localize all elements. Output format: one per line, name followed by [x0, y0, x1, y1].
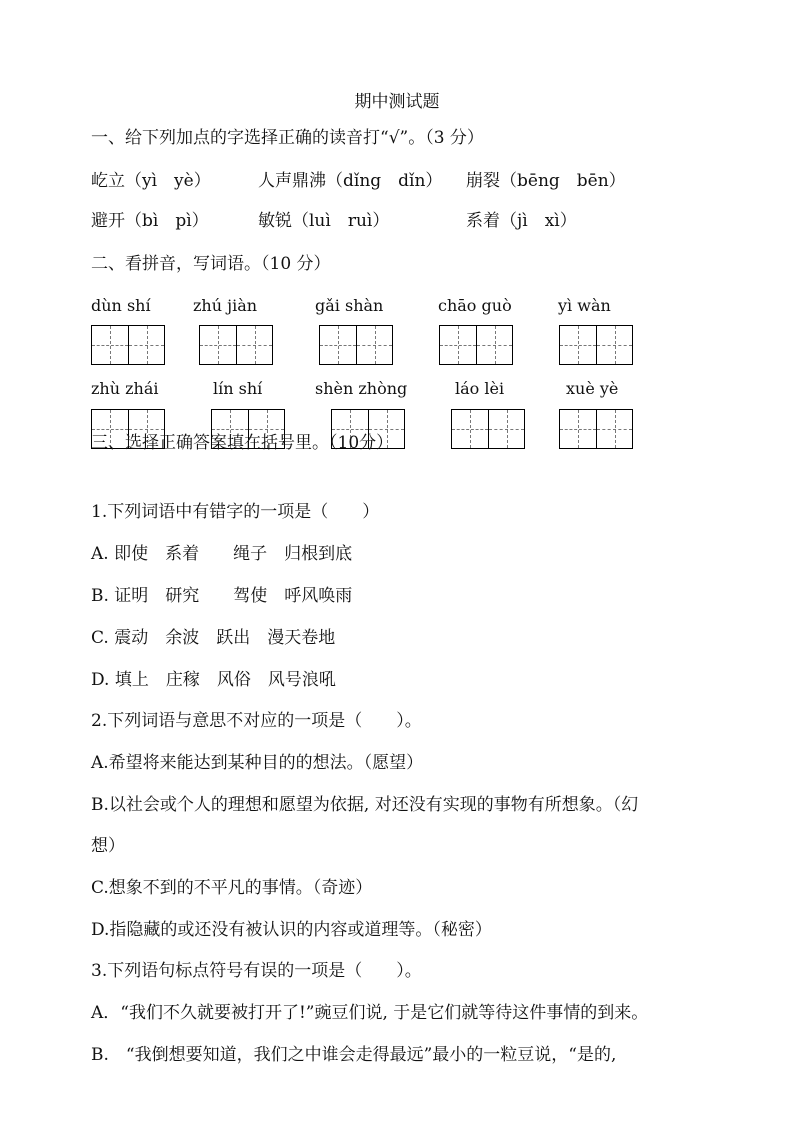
- pinyin-label: láo lèi: [455, 379, 505, 398]
- question-stem: 3.下列语句标点符号有误的一项是（ ）。: [91, 961, 422, 981]
- section2-heading: 二、看拼音，写词语。（10 分）: [91, 254, 331, 274]
- writing-cell[interactable]: [236, 326, 272, 364]
- pinyin-label: shèn zhòng: [315, 379, 408, 398]
- pinyin-choice-item: 屹立（yì yè）: [91, 171, 211, 191]
- writing-cell[interactable]: [596, 326, 632, 364]
- writing-cell[interactable]: [128, 326, 164, 364]
- pinyin-choice-item: 人声鼎沸（dǐng dǐn）: [258, 171, 443, 191]
- writing-cell[interactable]: [452, 410, 488, 448]
- pinyin-choice-item: 避开（bì pì）: [91, 211, 209, 231]
- writing-grid[interactable]: [319, 325, 393, 365]
- answer-option: C.想象不到的不平凡的事情。（奇迹）: [91, 878, 373, 898]
- pinyin-label: chāo guò: [438, 296, 512, 315]
- answer-option: A. 即使 系着 绳子 归根到底: [91, 544, 353, 564]
- pinyin-label: xuè yè: [566, 379, 619, 398]
- answer-option: B.以社会或个人的理想和愿望为依据, 对还没有实现的事物有所想象。（幻: [91, 795, 639, 815]
- writing-grid[interactable]: [559, 325, 633, 365]
- writing-cell[interactable]: [488, 410, 524, 448]
- writing-grid[interactable]: [439, 325, 513, 365]
- question-stem: 1.下列词语中有错字的一项是（ ）: [91, 502, 380, 522]
- writing-grid[interactable]: [559, 409, 633, 449]
- pinyin-choice-item: 崩裂（bēng bēn）: [466, 171, 626, 191]
- writing-cell[interactable]: [560, 326, 596, 364]
- page-title: 期中测试题: [354, 92, 440, 112]
- writing-grid[interactable]: [91, 325, 165, 365]
- question-stem: 2.下列词语与意思不对应的一项是（ ）。: [91, 711, 422, 731]
- section3-heading: 三、选择正确答案填在括号里。（10分）: [91, 433, 394, 453]
- pinyin-label: lín shí: [213, 379, 263, 398]
- answer-option: C. 震动 余波 跃出 漫天卷地: [91, 628, 336, 648]
- pinyin-choice-item: 敏锐（luì ruì）: [258, 211, 390, 231]
- writing-cell[interactable]: [476, 326, 512, 364]
- writing-cell[interactable]: [596, 410, 632, 448]
- writing-cell[interactable]: [320, 326, 356, 364]
- pinyin-choice-item: 系着（jì xì）: [466, 211, 577, 231]
- writing-grid[interactable]: [199, 325, 273, 365]
- pinyin-label: gǎi shàn: [315, 296, 384, 315]
- writing-grid[interactable]: [451, 409, 525, 449]
- writing-cell[interactable]: [92, 326, 128, 364]
- answer-option: B. “我倒想要知道，我们之中谁会走得最远”最小的一粒豆说，“是的,: [91, 1045, 617, 1065]
- writing-cell[interactable]: [200, 326, 236, 364]
- pinyin-label: dùn shí: [91, 296, 151, 315]
- writing-cell[interactable]: [440, 326, 476, 364]
- answer-option: B. 证明 研究 驾使 呼风唤雨: [91, 586, 353, 606]
- answer-option: A.希望将来能达到某种目的的想法。（愿望）: [91, 753, 424, 773]
- section1-heading: 一、给下列加点的字选择正确的读音打“√”。（3 分）: [91, 128, 484, 148]
- writing-cell[interactable]: [560, 410, 596, 448]
- answer-option: D. 填上 庄稼 风俗 风号浪吼: [91, 670, 336, 690]
- answer-option-continued: 想）: [91, 836, 125, 856]
- answer-option: A．“我们不久就要被打开了!”豌豆们说, 于是它们就等待这件事情的到来。: [91, 1003, 649, 1023]
- answer-option: D.指隐藏的或还没有被认识的内容或道理等。（秘密）: [91, 920, 492, 940]
- pinyin-label: yì wàn: [558, 296, 611, 315]
- writing-cell[interactable]: [356, 326, 392, 364]
- pinyin-label: zhù zhái: [91, 379, 159, 398]
- pinyin-label: zhú jiàn: [193, 296, 258, 315]
